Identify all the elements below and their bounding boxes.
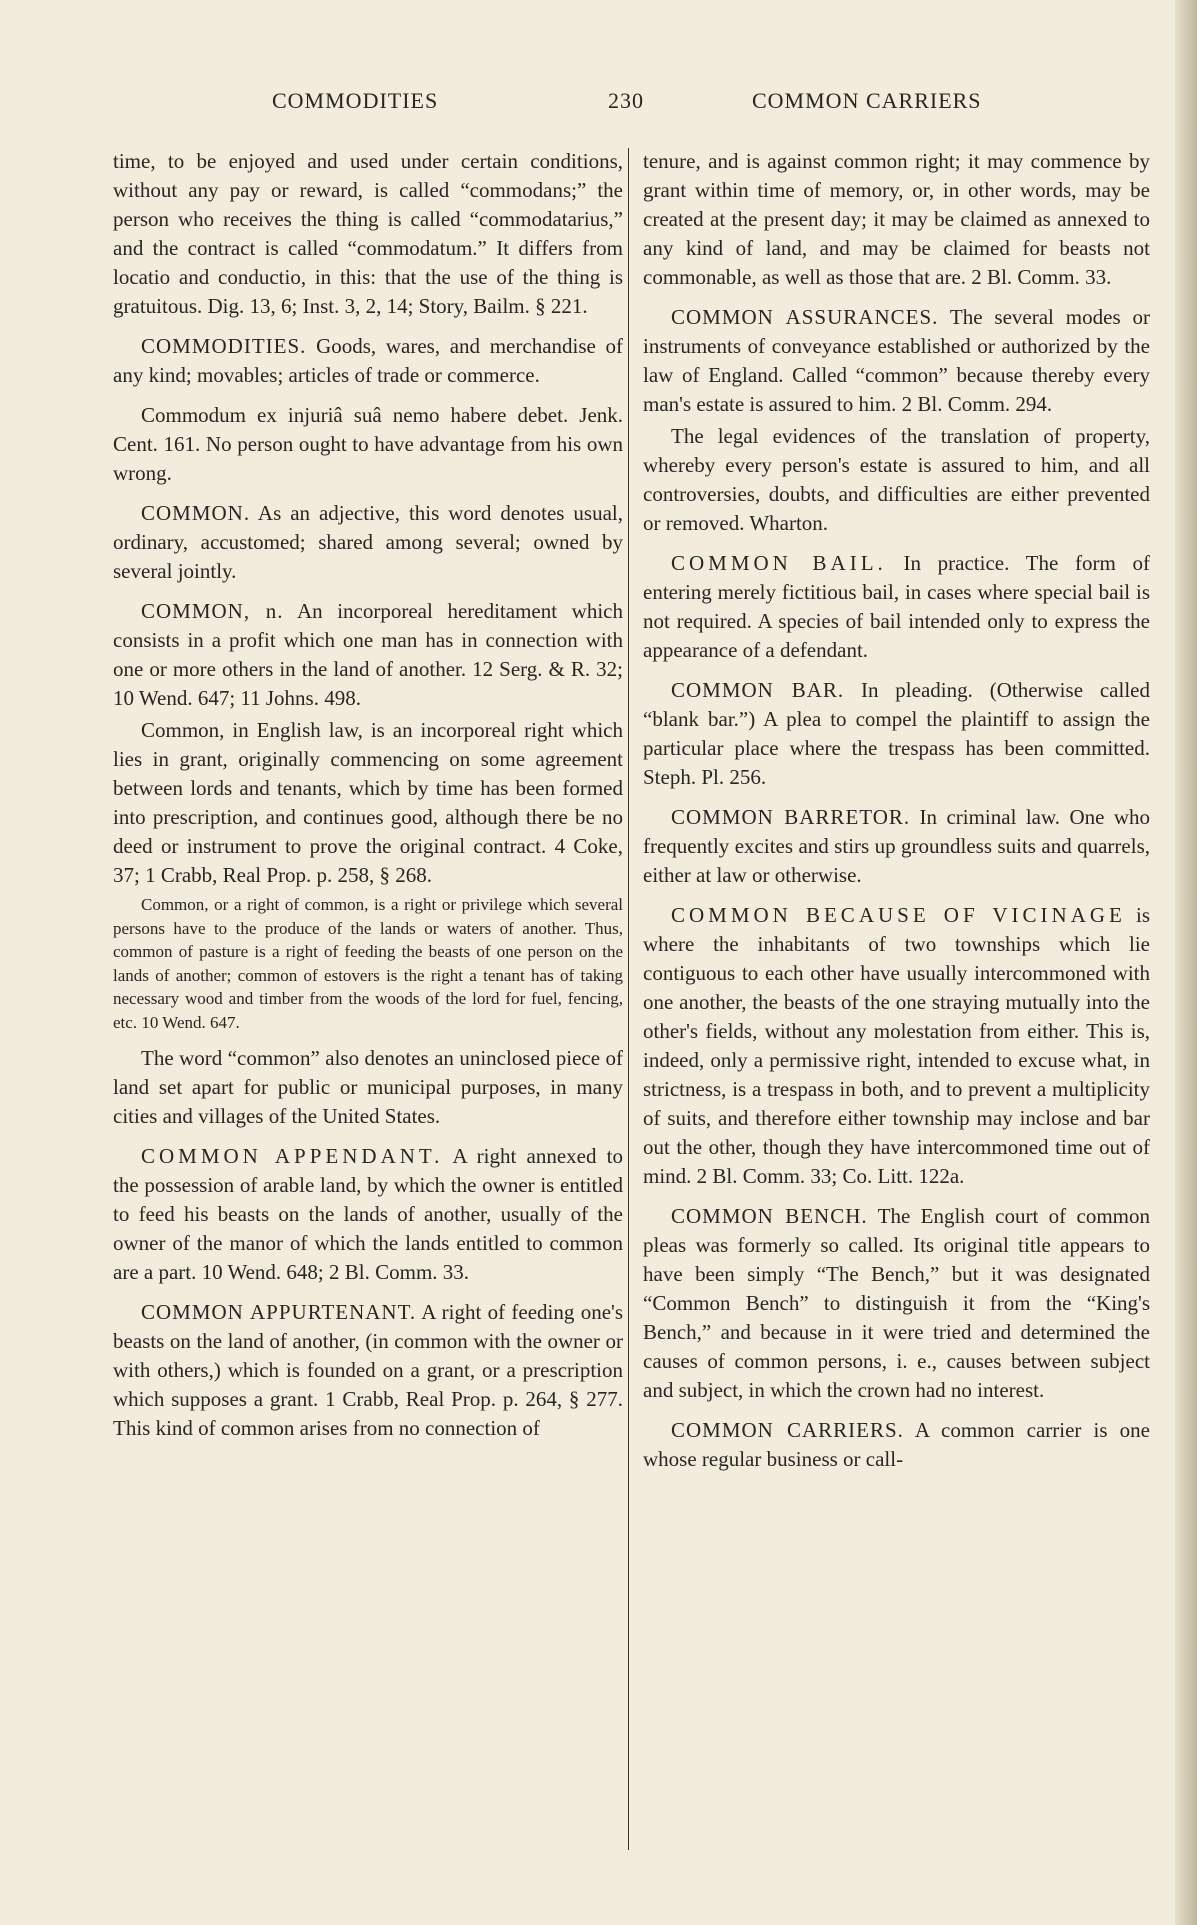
headword: COMMON APPURTENANT.	[141, 1300, 417, 1324]
entry-common-bench	[643, 1202, 1150, 1405]
definition: In criminal law. One who frequently excites and stirs up groundless suits and quarrels, either at law or otherwise.	[643, 805, 1150, 887]
definition: In practice. The form of entering merely fictitious bail, in cases where special bail is not required. A species of bail intended only to express the appearance of a defendant.	[643, 551, 1150, 662]
column-divider	[628, 148, 629, 1850]
definition: In pleading. (Otherwise called “blank bar.”) A plea to compel the plaintiff to assign the particular place where the trespass has been committed. Steph. Pl. 256.	[643, 678, 1150, 789]
entry-continued: time, to be enjoyed and used under certain conditions, without any pay or reward, is called “commodans;” the person who receives the thing is called “commodatarius,” and the contract is called “commodatum.” It differs from locatio and conductio, in this: that the use of the thing is gratuitous. Dig. 13, 6; Inst. 3, 2, 14; Story, Bailm. § 221.	[113, 149, 623, 318]
entry-common-appendant	[113, 1142, 623, 1287]
entry-common-assurances	[643, 303, 1150, 419]
note-common-right: Common, or a right of common, is a right or privilege which several persons have to the produce of the lands or waters of another. Thus, common of pasture is a right of feeding the beasts of one person on the lands of another; common of estovers is the right a tenant has of taking necessary wood and timber from the woods of the lord for fuel, fencing, etc. 10 Wend. 647.	[113, 895, 623, 1032]
entry-maxim	[113, 401, 623, 488]
entry-commodities	[113, 332, 623, 390]
definition: The several modes or instruments of conveyance established or authorized by the law of England. Called “common” because thereby every man's estate is assured to him. 2 Bl. Comm. 294.	[643, 305, 1150, 416]
definition: is where the inhabitants of two townships which lie contiguous to each other have usually intercommoned with one another, the beasts of the one straying mutually into the other's fields, without any molestation from either. This is, indeed, only a permissive right, intended to excuse what, in strictness, is a trespass in both, and to prevent a multiplicity of suits, and therefore either township may inclose and bar out the other, though they have intercommoned time out of mind. 2 Bl. Comm. 33; Co. Litt. 122a.	[643, 903, 1150, 1188]
definition: Jenk. Cent. 161. No person ought to have advantage from his own wrong.	[113, 403, 624, 485]
right-column	[643, 147, 1150, 1485]
page-number: 230	[608, 88, 644, 113]
headword: Commodum ex injuriâ suâ nemo habere debet.	[141, 403, 569, 427]
headword: COMMON BAIL.	[671, 551, 887, 575]
definition: An incorporeal hereditament which consists in a profit which one man has in connection with one or more others in the land of another. 12 Serg. & R. 32; 10 Wend. 647; 11 Johns. 498.	[113, 599, 624, 710]
entry-common-vicinage	[643, 901, 1150, 1191]
headword: COMMON BECAUSE OF VICINAGE	[671, 903, 1126, 927]
entry-continued: tenure, and is against common right; it may commence by grant within time of memory, or, in other words, may be created at the present day; it may be claimed as annexed to any kind of land, and may be claimed for beasts not commonable, as well as those that are. 2 Bl. Comm. 33.	[643, 149, 1150, 289]
paragraph-common-word: The word “common” also denotes an uninclosed piece of land set apart for public or municipal purposes, in many cities and villages of the United States.	[113, 1046, 623, 1128]
headword: COMMON, n.	[141, 599, 284, 623]
headword: COMMON BAR.	[671, 678, 845, 702]
definition: As an adjective, this word denotes usual, ordinary, accustomed; shared among several; owned by several jointly.	[113, 501, 624, 583]
entry-common-noun	[113, 597, 623, 713]
left-column	[113, 147, 623, 1454]
definition: A right of feeding one's beasts on the land of another, (in common with the owner or with others,) which is founded on a grant, or a prescription which supposes a grant. 1 Crabb, Real Prop. p. 264, § 277. This kind of common arises from no connection of	[113, 1300, 623, 1440]
definition: Goods, wares, and merchandise of any kind; movables; articles of trade or commerce.	[113, 334, 623, 387]
headword: COMMON CARRIERS.	[671, 1418, 904, 1442]
header-right-title: COMMON CARRIERS	[752, 88, 982, 113]
headword: COMMON ASSURANCES.	[671, 305, 939, 329]
definition: A right annexed to the possession of arable land, by which the owner is entitled to feed his beasts on the lands of another, usually of the owner of the manor of which the lands entitled to common are a part. 10 Wend. 648; 2 Bl. Comm. 33.	[113, 1144, 624, 1284]
entry-common-bar	[643, 676, 1150, 792]
definition: A common carrier is one whose regular business or call-	[643, 1418, 1150, 1471]
paragraph-common-english: Common, in English law, is an incorporeal right which lies in grant, originally commencing on some agreement between lords and tenants, which by time has been formed into prescription, and continues good, although there be no deed or instrument to prove the original contract. 4 Coke, 37; 1 Crabb, Real Prop. p. 258, § 268.	[113, 718, 623, 887]
running-header	[0, 88, 1175, 128]
headword: COMMON.	[141, 501, 251, 525]
entry-common-carriers	[643, 1416, 1150, 1474]
entry-common-barretor	[643, 803, 1150, 890]
page-edge	[1175, 0, 1197, 1925]
headword: COMMON APPENDANT.	[141, 1144, 444, 1168]
paragraph-assurances-2: The legal evidences of the translation of property, whereby every person's estate is assured to him, and all controversies, doubts, and difficulties are either prevented or removed. Wharton.	[643, 424, 1150, 535]
headword: COMMODITIES.	[141, 334, 307, 358]
entry-common-bail	[643, 549, 1150, 665]
entry-common-appurtenant	[113, 1298, 623, 1443]
headword: COMMON BENCH.	[671, 1204, 868, 1228]
header-left-title: COMMODITIES	[272, 88, 439, 113]
definition: The English court of common pleas was formerly so called. Its original title appears to have been simply “The Bench,” but it was designated “Common Bench” to distinguish it from the “King's Bench,” and because in it were tried and determined the causes of common persons, i. e., causes between subject and subject, in which the crown had no interest.	[643, 1204, 1151, 1402]
headword: COMMON BARRETOR.	[671, 805, 911, 829]
entry-common-adjective	[113, 499, 623, 586]
